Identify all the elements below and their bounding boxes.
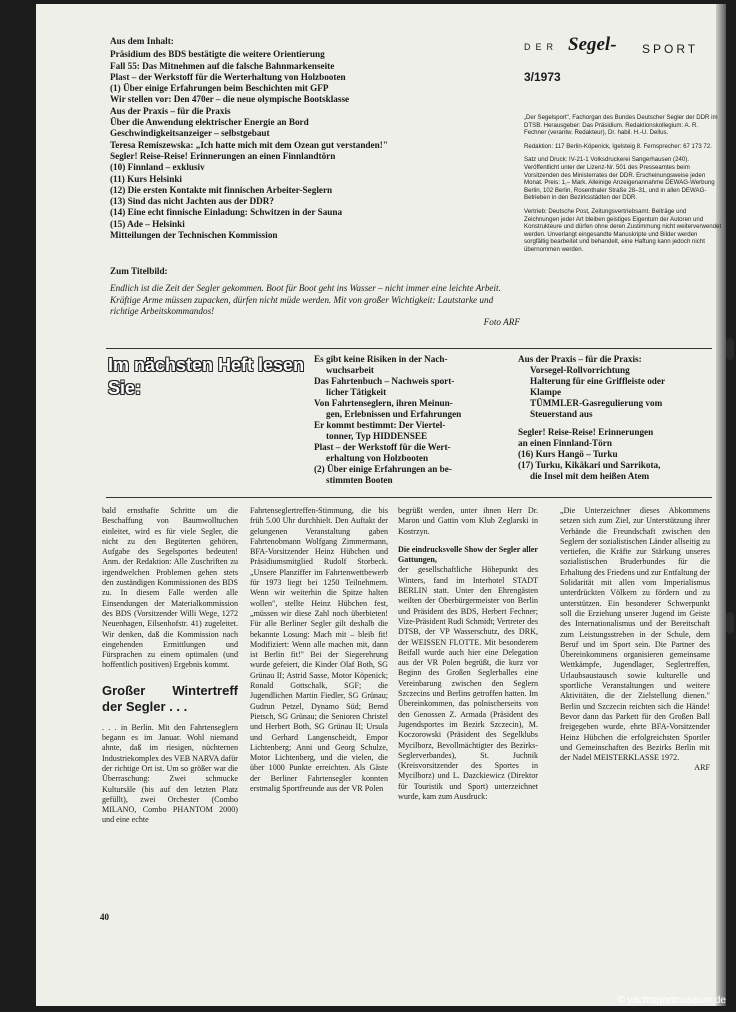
article-column-2: [250, 506, 388, 794]
next-issue-line: TÜMMLER-Gasregulierung vom: [530, 398, 663, 408]
next-issue-line: (16) Kurs Hangö – Turku: [518, 449, 618, 459]
article-subheading: Die eindrucksvolle Show der Segler aller Gattungen,: [398, 544, 538, 565]
next-issue-column-1: [314, 354, 514, 486]
next-issue-line: licher Tätigkeit: [326, 387, 387, 397]
next-issue-line: Steuerstand aus: [530, 409, 593, 419]
cover-caption: [110, 266, 520, 328]
issue-number: 3/1973: [524, 70, 561, 84]
article-paragraph: . . . in Berlin. Mit den Fahrtenseglern begann es im Januar. Wohl niemand ahnte, daß im riesigen, nüchternen Industriekomplex des VEB NARVA dafür der richtige Ort ist. Um so größer war die Überraschung: Zwei schmucke Kultursäle (bis auf den letzten Platz gefüllt), zwei Orchester (Combo MILANO, Combo PHANTOM 2000) und eine echte: [102, 722, 238, 825]
masthead-der: DER: [524, 42, 559, 52]
toc-item: (15) Ade – Helsinki: [110, 218, 185, 229]
article-paragraph: Fahrtenseglertreffen-Stimmung, die bis früh 5.00 Uhr durchhielt. Den Auftakt der gelungenen Veranstaltung gaben Fahrtenobmann Wolfgang Zimmermann, BFA-Vorsitzender Heinz Hübchen und Präsidiumsmitglied Rudolf Storbeck. „Unsere Planziffer im Fahrtenwettbewerb für 1973 liegt bei 1250 Teilnehmern. Wenn wir weiterhin die Spitze halten wollen", stellte Heinz Hübchen fest, „müssen wir diese Zahl noch überbieten! Für alle Berliner Segler gilt deshalb die bekannte Losung: Mach mit – bleib fit! Modifiziert: Wenn alle machen mit, dann ist Berlin fit!" Bei der Siegerehrung wurde gefeiert, die Kinder Olaf Both, SG Grünau II; Astrid Sasse, Motor Köpenick; Ronald Gottschalk, SGF; die Jugendlichen Martin Fiedler, SG Grünau; Gudrun Petzel, Dynamo Süd; Bernd Pietsch, SG Grünau; die Senioren Christel und Herbert Both, SG Grünau II; Ursula und Gerhard Langenscheidt, Empor Lichtenberg; Anni und Georg Schulze, Motor Lichtenberg, und die vielen, die über 1000 Punkte erreichten. Als Gäste der Berliner Fahrtensegler konnten erstmalig Sportfreunde aus der VR Polen: [250, 506, 388, 794]
next-issue-line: (2) Über einige Erfahrungen an be-: [314, 464, 452, 474]
toc-item: Plast – der Werkstoff für die Werterhaltung von Holzbooten: [110, 71, 346, 82]
article-headline: Großer Wintertreff der Segler . . .: [102, 682, 238, 714]
next-issue-line: an einen Finnland-Törn: [518, 438, 612, 448]
toc-item: (12) Die ersten Kontakte mit finnischen Arbeiter-Seglern: [110, 184, 333, 195]
toc-item: Präsidium des BDS bestätigte die weitere Orientierung: [110, 49, 325, 60]
imprint-publisher: „Der Segelsport", Fachorgan des Bundes Deutscher Segler der DDR im DTSB. Herausgeber: Das Präsidium. Redaktionskollegium: A. R. Fechner (verantw. Redakteur), Dr. habil. H.-U. Dellus.: [524, 114, 718, 137]
next-issue-column-2: [518, 354, 714, 482]
imprint-printing: Satz und Druck: IV-21-1 Volksdruckerei Sangerhausen (240). Veröffentlicht unter der Lizenz-Nr. 501 des Presseamtes beim Vorsitzenden des Ministerrates der DDR. Erscheinungsweise jeden Monat. Preis: 1,– Mark. Alleinige Anzeigenannahme DEWAG-Werbung Berlin, 102 Berlin, Rosenthaler Straße 28–31, und in allen DEWAG-Betrieben in den Bezirksstädten der DDR.: [524, 156, 715, 202]
table-of-contents: [110, 36, 520, 241]
next-issue-line: Halterung für eine Griffleiste oder: [530, 376, 666, 386]
binding-hole: [726, 612, 734, 634]
next-issue-line: Segler! Reise-Reise! Erinnerungen: [518, 427, 654, 437]
toc-item: Aus der Praxis – für die Praxis: [110, 105, 231, 116]
article-paragraph: „Die Unterzeichner dieses Abkommens setzen sich zum Ziel, zur Unterstützung ihrer Verbände die Freundschaft zwischen den Seglern der sozialistischen Länder allseitig zu vertiefen, die Kräfte zur Stärkung unseres sozialistischen Bruderbundes für die Erhaltung des Friedens und zur Entfaltung der Solidarität mit allen vom Imperialismus unterdrückten Völkern zu fördern und zu unterstützen. Ein besonderer Schwerpunkt soll die Erziehung unserer Jugend im Geiste des Internationalismus und der Bereitschaft zum Leistungsstreben in der Schule, dem Beruf und im Sport sein. Die Partner des Übereinkommens organisieren gemeinsame Wettkämpfe, Jugendlager, Seglertreffen, Urlaubsaustausch sowie kulturelle und sportliche Veranstaltungen und weitere Aktivitäten, die der Zielstellung dienen." Berlin und Szczecin reichten sich die Hände! Bevor dann das Parkett für den Großen Ball freigegeben wurde, ehrte BFA-Vorsitzender Heinz Hübchen die erfolgreichsten Sportler und Gemeinschaften des Bezirks Berlin mit der Nadel MEISTERKLASSE 1972.: [560, 506, 710, 763]
toc-heading: Aus dem Inhalt:: [110, 36, 174, 46]
divider: [106, 497, 712, 498]
masthead-segel: Segel-: [568, 34, 617, 55]
next-issue-line: Aus der Praxis – für die Praxis:: [518, 354, 642, 364]
next-issue-line: Es gibt keine Risiken in der Nach-: [314, 354, 448, 364]
next-issue-line: Plast – der Werkstoff für die Wert-: [314, 442, 451, 452]
next-issue-line: Klampe: [530, 387, 562, 397]
article-column-1: [102, 506, 238, 826]
toc-item: (10) Finnland – exklusiv: [110, 162, 205, 173]
toc-item: (1) Über einige Erfahrungen beim Beschichten mit GFP: [110, 83, 329, 94]
article-credit: ARF: [694, 763, 710, 773]
imprint: [524, 114, 722, 260]
next-issue-spacer: [518, 420, 714, 427]
toc-item: Segler! Reise-Reise! Erinnerungen an einen Finnlandtörn: [110, 150, 336, 161]
next-issue-line: Er kommt bestimmt: Der Viertel-: [314, 420, 446, 430]
next-issue-line: stimmten Booten: [326, 475, 393, 485]
divider: [106, 348, 712, 349]
next-issue-line: Von Fahrtenseglern, ihren Meinun-: [314, 398, 453, 408]
next-issue-line: (17) Turku, Kikäkari und Sarrikota,: [518, 460, 661, 470]
article-column-4: [560, 506, 710, 774]
article-paragraph: bald ernsthafte Schritte um die Beschaffung von Baumwolltuchen einleitet, wird es für viele Segler, die nicht zu den Begüterten gehören, Aufgabe des Segelsportes bedeuten! Anm. der Redaktion: Alle Zuschriften zu irgendwelchen Problemen gehen stets den zuständigen Kommissionen des BDS zu. In diesem Falle werden alle Einsendungen der Materialkommission des BDS (Vorsitzender Willi Wege, 1272 Neuenhagen, Eilsenhofstr. 41) zugeleitet. Wir denken, daß die Kommission nach eingehenden Ermittlungen und Fürsprachen zu einem optimalen (und hoffentlich positiven) Ergebnis kommt.: [102, 506, 238, 670]
toc-item: (13) Sind das nicht Jachten aus der DDR?: [110, 196, 274, 207]
page-number: 40: [100, 912, 109, 922]
next-issue-line: Vorsegel-Rollvorrichtung: [530, 365, 630, 375]
toc-item: Über die Anwendung elektrischer Energie an Bord: [110, 117, 309, 128]
toc-item: (11) Kurs Helsinki: [110, 173, 182, 184]
cover-caption-heading: Zum Titelbild:: [110, 266, 168, 276]
toc-item: Geschwindigkeitsanzeiger – selbstgebaut: [110, 128, 270, 139]
next-issue-line: erhaltung von Holzbooten: [326, 453, 429, 463]
toc-item: (14) Eine echt finnische Einladung: Schwitzen in der Sauna: [110, 207, 343, 218]
toc-item: Fall 55: Das Mitnehmen auf die falsche Bahnmarkenseite: [110, 60, 335, 71]
toc-item: Wir stellen vor: Den 470er – die neue olympische Bootsklasse: [110, 94, 350, 105]
article-paragraph: der gesellschaftliche Höhepunkt des Winters, fand im Interhotel STADT BERLIN statt. Unter den Ehrengästen weilten der Oberbürgermeister von Berlin und Präsident des BDS, Herbert Fechner; Vize-Präsident Rudi Schmidt; Vertreter des DTSB, der VP Wasserschutz, des DRK, der WEISSEN FLOTTE. Mit besonderem Beifall wurde auch hier eine Delegation aus der VR Polen begrüßt, die kurz vor Beginn des Großen Seglerballes eine Vereinbarung zwischen den Seglern Szczecins und Berlins getroffen hatten. Im Übereinkommen, das polnischerseits von den Genossen Z. Armada (Präsident des Jugendsportes im Bezirk Szczecin), M. Koczorowski (Präsident des Segelklubs Mycilborz, Bevollmächtigter des Bezirks-Seglerverbandes), St. Juchnik (Kreisvorsitzender des Sportes in Mycilborz) und L. Dazckiewicz (Direktor für Touristik und Sport) unterzeichnet wurde, kam zum Ausdruck:: [398, 565, 538, 802]
imprint-editorial-office: Redaktion: 117 Berlin-Köpenick, Igelsteig 8. Fernsprecher: 67 173 72.: [524, 142, 712, 150]
next-issue-title: Im nächsten Heft lesen Sie:: [108, 355, 305, 398]
cover-caption-text: Endlich ist die Zeit der Segler gekommen. Boot für Boot geht ins Wasser – nicht immer eine leichte Arbeit. Kräftige Arme müssen zupacken, dürfen nicht müde werden. Mit von großer Wichtigkeit: Lautstarke und richtige Arbeitskommandos!: [110, 283, 501, 316]
masthead-sport: SPORT: [642, 42, 699, 56]
imprint-distribution: Vertrieb: Deutsche Post, Zeitungsvertriebsamt. Beiträge und Zeichnungen jeder Art bleiben geistiges Eigentum der Autoren und Konstrukteure und dürfen ohne deren Zustimmung nicht weiterverwendet werden. Unverlangt eingesandte Manuskripte und Bilder werden sorgfältig bearbeitet und behandelt, eine Haftung kann jedoch nicht übernommen werden.: [524, 207, 722, 253]
next-issue-line: Das Fahrtenbuch – Nachweis sport-: [314, 376, 455, 386]
article-paragraph: begrüßt werden, unter ihnen Herr Dr. Maron und Gattin vom Klub Zeglarski in Kostrzyn.: [398, 506, 538, 536]
watermark: © yachtsportmuseum.de: [617, 995, 726, 1006]
binding-hole: [726, 338, 734, 360]
toc-item: Mitteilungen der Technischen Kommission: [110, 230, 278, 241]
next-issue-line: tonner, Typ HIDDENSEE: [326, 431, 428, 441]
article-column-3: [398, 506, 538, 802]
next-issue-line: gen, Erlebnissen und Erfahrungen: [326, 409, 462, 419]
magazine-page: [36, 4, 726, 1006]
next-issue-line: wuchsarbeit: [326, 365, 374, 375]
next-issue-line: die Insel mit dem heißen Atem: [530, 471, 650, 481]
cover-caption-credit: Foto ARF: [483, 317, 520, 328]
toc-item: Teresa Remiszewska: „Ich hatte mich mit dem Ozean gut verstanden!": [110, 139, 388, 150]
